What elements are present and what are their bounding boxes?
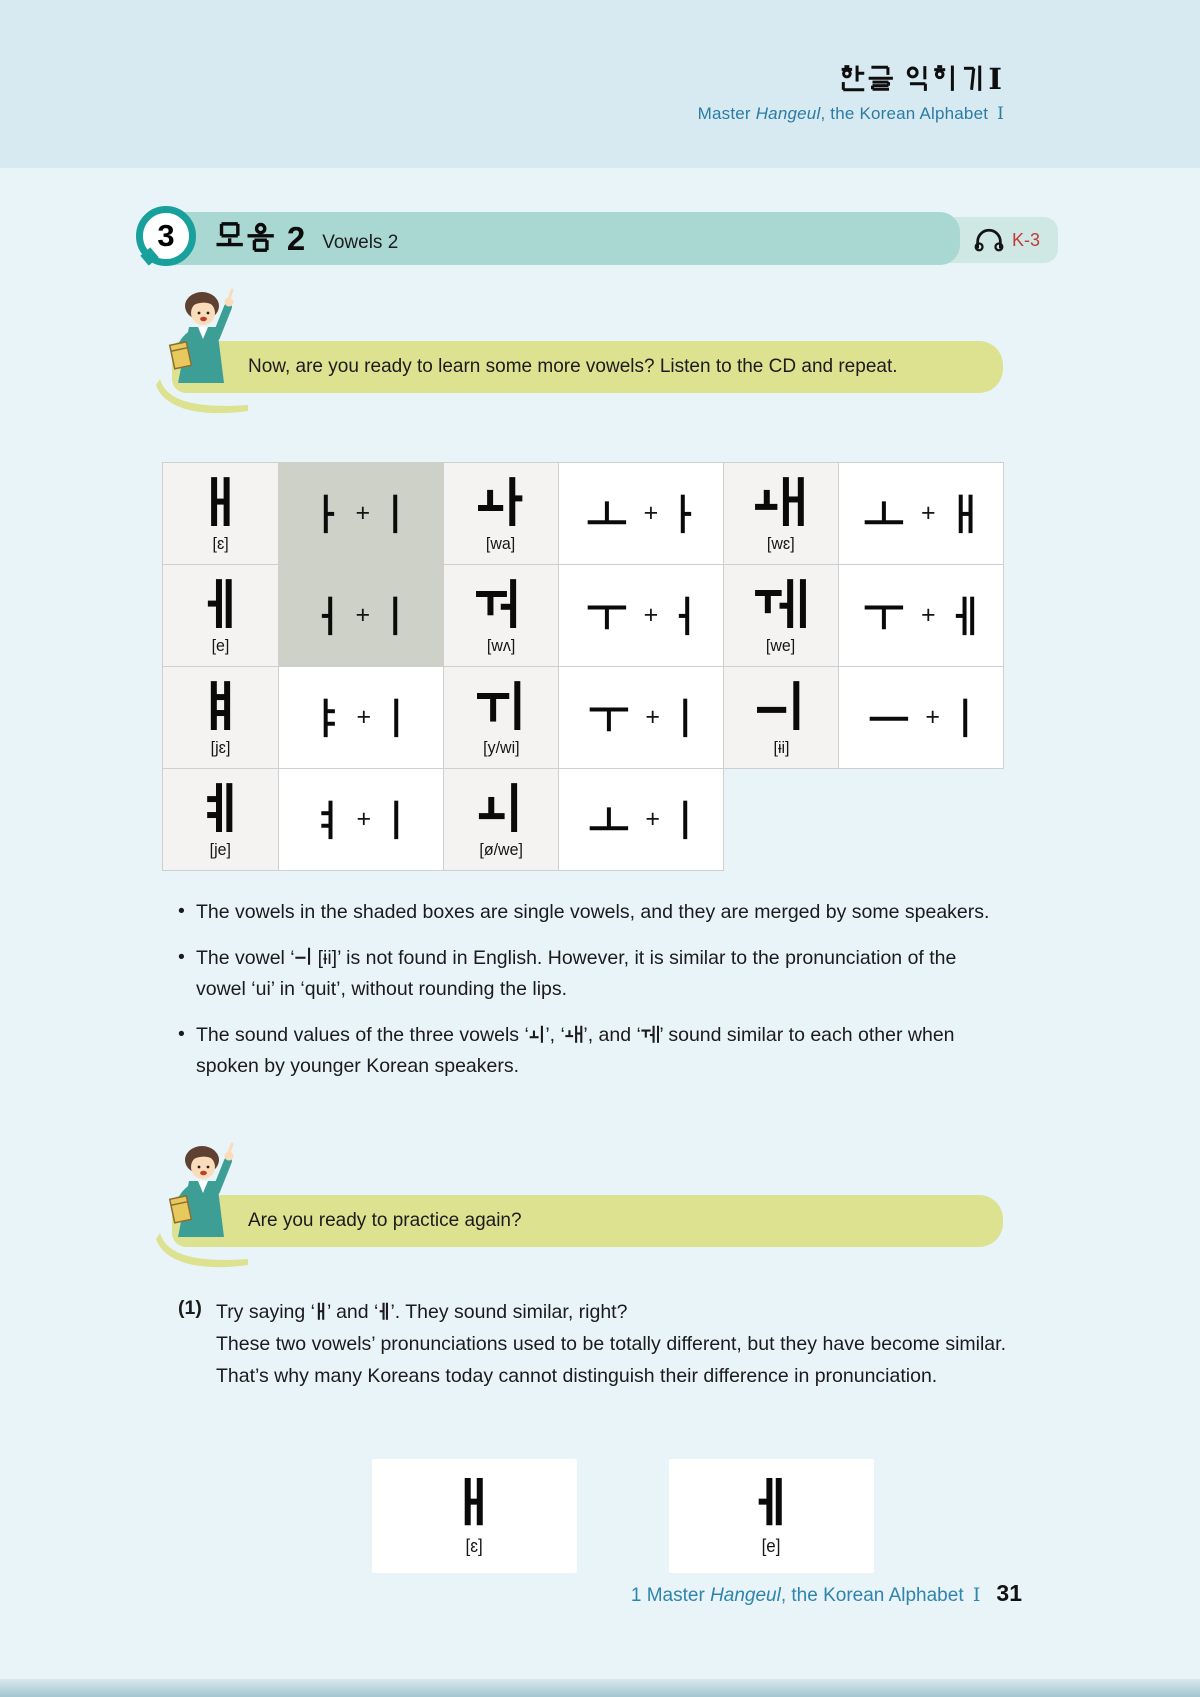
combo-cell: + [559, 565, 724, 667]
footer-suffix: , the Korean Alphabet [780, 1585, 969, 1606]
combo-cell: + [559, 667, 724, 769]
combo-cell: + [559, 769, 724, 871]
section-number-badge [136, 206, 196, 266]
vowel-cell: [wɛ] [724, 463, 839, 565]
speech-bubble-practice [172, 1195, 1003, 1247]
empty-cell [724, 769, 839, 871]
combo-cell: + [839, 463, 1004, 565]
footer-italic: Hangeul [710, 1585, 781, 1606]
audio-track-label: K-3 [1011, 229, 1040, 250]
page-bottom-edge [0, 1679, 1200, 1697]
vowel-cell: [ɨi] [724, 667, 839, 769]
vowel-card-jamo [457, 1475, 490, 1529]
header-title-korean-text [840, 64, 985, 96]
note-item: • The vowel ‘ [ɨi]’ is not found in English. However, it is similar to the pronunciation of the vowel ‘ui’ in ‘quit’, without rounding the lips. [178, 943, 1006, 1006]
vowel-cell: [e] [163, 565, 279, 667]
vowel-cell: [wʌ] [444, 565, 559, 667]
header-subtitle-prefix: Master [697, 104, 756, 123]
header-band [0, 0, 1200, 168]
practice-body: These two vowels’ pronunciations used to be totally different, but they have become similar. That’s why many Koreans today cannot distinguish their difference in pronunciation. [216, 1332, 1006, 1387]
combo-cell: + [839, 565, 1004, 667]
vowel-table [162, 462, 1004, 871]
vowel-card-ipa: [e] [761, 1536, 781, 1556]
header-subtitle-italic: Hangeul [755, 104, 821, 123]
section-header [0, 212, 1200, 272]
bubble-intro-text: Now, are you ready to learn some more vowels? Listen to the CD and repeat. [248, 356, 898, 377]
teacher-illustration [160, 1139, 248, 1243]
note-item: • The sound values of the three vowels ‘ ’, ‘ ’, and ‘ ’ sound similar to each other when spoken by younger Korean speakers. [178, 1020, 1006, 1083]
section-number: 3 [157, 218, 175, 253]
section-title-bar [150, 212, 960, 265]
section-title-english: Vowels 2 [322, 231, 399, 253]
page-header [698, 62, 1004, 124]
combo-cell: + [279, 565, 444, 667]
combo-cell: + [279, 463, 444, 565]
combo-cell: + [839, 667, 1004, 769]
note-item: • The vowels in the shaded boxes are single vowels, and they are merged by some speakers. [178, 897, 1006, 929]
vowel-cell: [jɛ] [163, 667, 279, 769]
headphones-icon [974, 228, 1004, 253]
practice-line1: Try saying ‘ ’ and ‘ ’. They sound similar, right? [216, 1301, 628, 1323]
header-subtitle-numeral: I [997, 104, 1004, 124]
vowel-card [372, 1459, 577, 1573]
section-title-korean: 2 [214, 220, 306, 258]
vowel-cell: [we] [724, 565, 839, 667]
empty-cell [839, 769, 1004, 871]
combo-cell: + [559, 463, 724, 565]
practice-text [216, 1297, 1006, 1393]
combo-cell: + [279, 667, 444, 769]
teacher-illustration [160, 285, 248, 389]
practice-item [178, 1297, 1006, 1393]
bubble-practice-text: Are you ready to practice again? [248, 1210, 522, 1231]
header-subtitle-suffix: , the Korean Alphabet [820, 104, 994, 123]
combo-cell: + [279, 769, 444, 871]
footer-numeral: I [972, 1584, 981, 1606]
vowel-cell: [y/wi] [444, 667, 559, 769]
vowel-card-ipa: [ɛ] [465, 1536, 483, 1556]
header-title-korean [698, 62, 1004, 97]
notes-list [178, 897, 1006, 1097]
vowel-cards [202, 1459, 1043, 1573]
footer-prefix: 1 Master [630, 1585, 711, 1606]
speech-bubble-intro [172, 341, 1003, 393]
page-number: 31 [996, 1580, 1022, 1606]
vowel-cell: [ɛ] [163, 463, 279, 565]
vowel-cell: [wa] [444, 463, 559, 565]
vowel-card [669, 1459, 874, 1573]
practice-number: (1) [178, 1297, 202, 1319]
footer-chapter-title [631, 1584, 981, 1607]
vowel-cell: [je] [163, 769, 279, 871]
vowel-card-jamo [754, 1475, 787, 1529]
header-subtitle [698, 104, 1004, 124]
page-footer [631, 1580, 1022, 1607]
header-title-numeral: I [988, 62, 1004, 96]
vowel-cell: [ø/we] [444, 769, 559, 871]
